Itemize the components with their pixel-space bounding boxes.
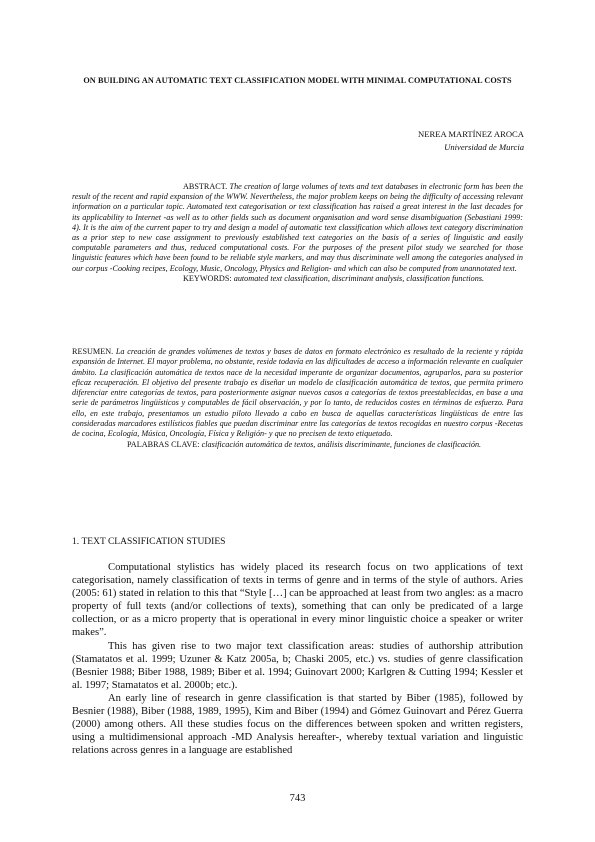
page-number: 743 — [289, 793, 306, 804]
abstract-text: The creation of large volumes of texts and text databases in electronic form has been the result of the recent and rapid expansion of the WWW. Nevertheless, the major problem keeps on being the difficulty of accessing relevant information on a particular topic. Automated text categorisation or text classification has raised a great interest in the last decades for its applicability to Internet -as well as to other fields such as document organisation and word sense disambiguation (Sebastiani 1999: 4). It is the aim of the current paper to try and design a model of automatic text classification which allows text category discrimination as a prior step to new case assignment to previously established text categories on the basis of a series of linguistic and easily computable parameters and thus, reduced computational costs. For the purposes of the present pilot study we searched for those linguistic features which have been found to be reliable style markers, and may thus discriminate well among the categories analysed in our corpus -Cooking recipes, Ecology, Music, Oncology, Physics and Religion- and which can also be computed from unannotated text. — [72, 182, 524, 273]
body-paragraph-2: This has given rise to two major text classification areas: studies of authorship attribution (Stamatatos et al. 1999; Uzuner & Katz 2005a, b; Chaski 2005, etc.) vs. studies of genre classification (Besnier 1988; Biber 1988, 1989; Biber et al. 1994; Guinovart 2000; Karlgren & Cutting 1994; Kessler et al. 1997; Stamatatos et al. 2000b; etc.). — [72, 640, 523, 691]
palabras-clave-label: PALABRAS CLAVE: — [127, 439, 200, 449]
abstract-paragraph — [72, 182, 523, 274]
section-number: 1. — [72, 537, 80, 547]
resumen-text: La creación de grandes volúmenes de textos y bases de datos en formato electrónico es resultado de la reciente y rápida expansión de Internet. El mayor problema, no obstante, reside todavía en las dificultades de acceso a información relevante en cualquier ámbito. La clasificación automática de textos nace de la necesidad imperante de organizar documentos, agruparlos, para su posterior eficaz recuperación. El objetivo del presente trabajo es diseñar un modelo de clasificación automática de textos, que permita primero diferenciar entre categorías de textos, para posteriormente asignar nuevos casos a categorías de textos preestablecidas, en base a una serie de parámetros lingüísticos y computables de fácil observación, y por lo tanto, de reducidos costes en términos de esfuerzo. Para ello, en este trabajo, presentamos un estudio piloto llevado a cabo en busca de aquellas características lingüísticas de entre las consideradas marcadores estilísticos fiables que puedan discriminar entre las categorías de textos recogidas en nuestro corpus -Recetas de cocina, Ecología, Música, Oncología, Física y Religión- y que no precisen de texto etiquetado. — [72, 347, 524, 439]
palabras-clave-text: clasificación automática de textos, análisis discriminante, funciones de clasificación. — [201, 439, 482, 449]
author-name: NEREA MARTÍNEZ AROCA — [418, 129, 524, 139]
section-title: TEXT CLASSIFICATION STUDIES — [81, 537, 226, 547]
author-affiliation: Universidad de Murcia — [444, 142, 524, 152]
resumen-keywords — [72, 440, 523, 450]
resumen-label: RESUMEN. — [72, 347, 114, 356]
body-paragraph-1: Computational stylistics has widely placed its research focus on two applications of text categorisation, namely classification of texts in terms of genre and in terms of the style of authors. Aries (2005: 61) stated in relation to this that “Style […] can be approached at least from two angles: as a macro property of full texts (and/or collections of texts), something that can only be predicated of a large collection, or as a micro property that is operational in every minor linguistic choice a speaker or writer makes”. — [72, 562, 523, 639]
body-paragraph-3: An early line of research in genre classification is that started by Biber (1985), followed by Besnier (1988), Biber (1988, 1989, 1995), Kim and Biber (1994) and Gómez Guinovart and Pérez Guerra (2000) among others. All these studies focus on the differences between spoken and written registers, using a multidimensional approach -MD Analysis hereafter-, whereby textual variation and linguistic relations across genres in a language are established — [72, 692, 523, 757]
paper-title: ON BUILDING AN AUTOMATIC TEXT CLASSIFICATION MODEL WITH MINIMAL COMPUTATIONAL COSTS — [83, 76, 512, 85]
abstract-block — [72, 182, 523, 284]
keywords-label: KEYWORDS: — [183, 273, 232, 283]
abstract-keywords — [72, 274, 523, 284]
body-text — [72, 561, 523, 757]
author-block — [418, 128, 524, 154]
keywords-text: automated text classification, discriminant analysis, classification functions. — [233, 273, 485, 283]
abstract-label: ABSTRACT. — [183, 182, 228, 191]
resumen-paragraph — [72, 347, 523, 440]
section-heading — [72, 536, 225, 548]
resumen-block — [72, 347, 523, 450]
